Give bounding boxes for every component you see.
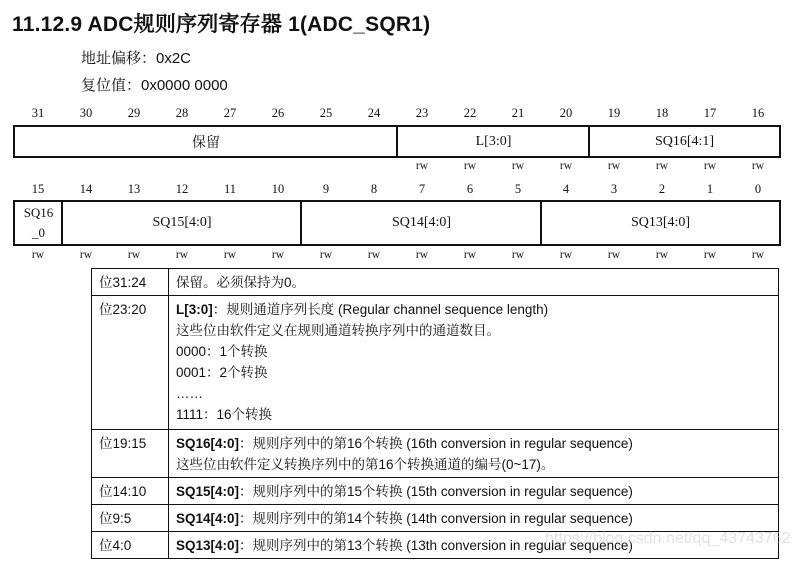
field-label: SQ15[4:0] [152, 215, 212, 230]
bit-number: 30 [79, 106, 93, 120]
field-sq16-upper [588, 125, 781, 158]
reset-value: 复位值：0x0000 0000 [81, 77, 228, 94]
bit-description [169, 505, 779, 532]
access-label: rw [607, 160, 621, 172]
field-name: SQ14[4:0] [176, 511, 240, 526]
field-name: SQ13[4:0] [176, 538, 240, 553]
field-label: 保留 [192, 135, 220, 151]
description-line: 这些位由软件定义在规则通道转换序列中的通道数目。 [176, 323, 500, 338]
field-summary: ：规则通道序列长度 (Regular channel sequence length) [212, 302, 549, 317]
section-title: 11.12.9 ADC规则序列寄存器 1(ADC_SQR1) [12, 13, 431, 36]
access-label: rw [703, 249, 717, 261]
bit-number: 25 [319, 106, 333, 120]
bit-number: 12 [175, 182, 189, 196]
bit-number: 17 [703, 106, 717, 120]
bit-number: 28 [175, 106, 189, 120]
bit-number: 6 [466, 182, 474, 196]
table-row [92, 505, 779, 532]
access-label: rw [415, 160, 429, 172]
access-label: rw [655, 249, 669, 261]
access-label: rw [703, 160, 717, 172]
access-label: rw [175, 249, 189, 261]
access-label: rw [511, 160, 525, 172]
bit-number: 21 [511, 106, 525, 120]
field-summary: ：规则序列中的第14个转换 (14th conversion in regular sequence) [239, 511, 633, 526]
access-label: rw [127, 249, 141, 261]
bit-range: 位19:15 [92, 430, 169, 478]
field-name: SQ15[4:0] [176, 484, 240, 499]
field-summary: ：规则序列中的第15个转换 (15th conversion in regular sequence) [239, 484, 633, 499]
bit-number: 13 [127, 182, 141, 196]
watermark: https://blog.csdn.net/qq_43743762 [545, 530, 791, 547]
bit-number: 16 [751, 106, 765, 120]
bit-number: 8 [370, 182, 378, 196]
access-label: rw [271, 249, 285, 261]
table-row [92, 532, 779, 559]
field-label: SQ16[4:1] [654, 133, 715, 149]
field-name: L[3:0] [176, 302, 213, 317]
field-sq16-bit0 [13, 200, 64, 246]
field-reserved [13, 125, 399, 158]
access-label: rw [751, 160, 765, 172]
bit-range: 位31:24 [92, 269, 169, 296]
bit-number: 4 [562, 182, 570, 196]
bit-description [169, 478, 779, 505]
field-name: SQ16[4:0] [176, 436, 240, 451]
bit-number: 26 [271, 106, 285, 120]
access-label: rw [415, 249, 429, 261]
table-row [92, 269, 779, 296]
field-label: SQ14[4:0] [391, 215, 452, 230]
bit-range: 位14:10 [92, 478, 169, 505]
access-label: rw [751, 249, 765, 261]
bit-number: 23 [415, 106, 429, 120]
field-label-line1: SQ16 [23, 205, 54, 220]
bit-number: 10 [271, 182, 285, 196]
table-row [92, 478, 779, 505]
field-label: SQ13[4:0] [630, 215, 691, 230]
access-label: rw [367, 249, 381, 261]
access-label: rw [79, 249, 93, 261]
table-row [92, 296, 779, 430]
address-offset: 地址偏移：0x2C [81, 50, 192, 67]
bit-number: 31 [31, 106, 45, 120]
description-line: 保留。必须保持为0。 [176, 275, 306, 290]
access-label: rw [511, 249, 525, 261]
bit-number: 27 [223, 106, 237, 120]
field-summary: ：规则序列中的第13个转换 (13th conversion in regular sequence) [239, 538, 633, 553]
field-sq13 [540, 200, 781, 246]
description-line: 这些位由软件定义转换序列中的第16个转换通道的编号(0~17)。 [176, 457, 555, 472]
bit-number: 11 [223, 182, 237, 196]
bit-number: 24 [367, 106, 381, 120]
access-label: rw [559, 249, 573, 261]
access-label: rw [655, 160, 669, 172]
bit-number: 2 [658, 182, 666, 196]
field-sq14 [300, 200, 543, 246]
bit-number: 14 [79, 182, 93, 196]
access-label: rw [319, 249, 333, 261]
field-summary: ：规则序列中的第16个转换 (16th conversion in regular sequence) [239, 436, 633, 451]
access-label: rw [463, 249, 477, 261]
access-label: rw [463, 160, 477, 172]
table-row [92, 430, 779, 478]
description-line: 0000：1个转换 [176, 344, 268, 359]
bit-range: 位9:5 [92, 505, 169, 532]
description-line: 0001：2个转换 [176, 365, 268, 380]
bit-number: 1 [706, 182, 714, 196]
description-line: 1111：16个转换 [176, 407, 273, 422]
access-label: rw [223, 249, 237, 261]
bit-number: 3 [610, 182, 618, 196]
field-label: L[3:0] [475, 133, 512, 149]
bit-number: 18 [655, 106, 669, 120]
bit-range: 位4:0 [92, 532, 169, 559]
bit-number: 5 [514, 182, 522, 196]
bit-number: 7 [418, 182, 426, 196]
bit-number: 9 [322, 182, 330, 196]
bit-description [169, 296, 779, 430]
bit-number: 19 [607, 106, 621, 120]
bit-number: 22 [463, 106, 477, 120]
access-label: rw [559, 160, 573, 172]
bit-description [169, 532, 779, 559]
access-label: rw [607, 249, 621, 261]
bit-description [169, 269, 779, 296]
bit-number: 0 [754, 182, 762, 196]
field-l [396, 125, 591, 158]
bit-number: 29 [127, 106, 141, 120]
field-sq15 [61, 200, 303, 246]
bit-description-table [91, 268, 779, 559]
bit-range: 位23:20 [92, 296, 169, 430]
field-label-line2: _0 [32, 225, 45, 240]
bit-description [169, 430, 779, 478]
description-line: …… [176, 386, 203, 401]
access-label: rw [31, 249, 45, 261]
bit-number: 20 [559, 106, 573, 120]
bit-number: 15 [31, 182, 45, 196]
